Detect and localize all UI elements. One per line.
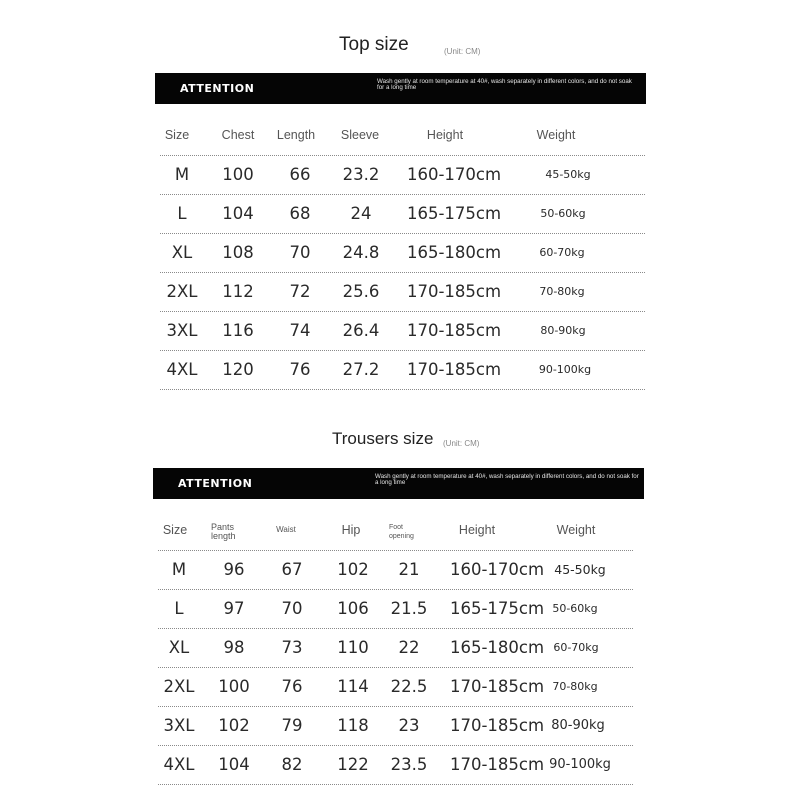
cell-size: L bbox=[174, 599, 184, 618]
cell-waist: 76 bbox=[281, 677, 303, 696]
cell-foot-opening: 23 bbox=[398, 716, 420, 735]
cell-weight: 70-80kg bbox=[539, 285, 585, 298]
trousers-attention-banner bbox=[153, 468, 644, 499]
header-chest: Chest bbox=[221, 128, 255, 142]
cell-weight: 80-90kg bbox=[540, 324, 586, 337]
cell-waist: 70 bbox=[281, 599, 303, 618]
cell-pants-length: 104 bbox=[218, 755, 250, 774]
cell-height: 170-185cm bbox=[406, 360, 502, 379]
cell-length: 74 bbox=[289, 321, 311, 340]
table-row bbox=[158, 667, 633, 707]
cell-pants-length: 97 bbox=[223, 599, 245, 618]
cell-length: 68 bbox=[289, 204, 311, 223]
cell-size: XL bbox=[171, 243, 193, 262]
cell-foot-opening: 22.5 bbox=[390, 677, 428, 696]
cell-weight: 50-60kg bbox=[540, 207, 586, 220]
cell-length: 66 bbox=[289, 165, 311, 184]
cell-size: M bbox=[174, 165, 190, 184]
header-hip: Hip bbox=[341, 523, 361, 537]
cell-height: 165-175cm bbox=[406, 204, 502, 223]
cell-pants-length: 96 bbox=[223, 560, 245, 579]
cell-sleeve: 24 bbox=[350, 204, 372, 223]
trousers-size-title: Trousers size bbox=[332, 429, 434, 448]
cell-weight: 90-100kg bbox=[538, 363, 592, 376]
cell-chest: 100 bbox=[222, 165, 254, 184]
table-header-row bbox=[160, 116, 645, 156]
table-header-row bbox=[158, 511, 633, 551]
table-row bbox=[160, 155, 645, 195]
header-waist: Waist bbox=[276, 525, 296, 534]
cell-hip: 114 bbox=[337, 677, 369, 696]
header-sleeve: Sleeve bbox=[340, 128, 380, 142]
cell-foot-opening: 21 bbox=[398, 560, 420, 579]
cell-waist: 82 bbox=[281, 755, 303, 774]
cell-length: 76 bbox=[289, 360, 311, 379]
cell-height: 160-170cm bbox=[449, 560, 545, 579]
trousers-care-note: Wash gently at room temperature at 40#, wash separately in different colors, and do not soak for a long time bbox=[375, 473, 639, 486]
cell-length: 70 bbox=[289, 243, 311, 262]
cell-weight: 90-100kg bbox=[549, 757, 611, 772]
cell-size: 3XL bbox=[163, 716, 195, 735]
cell-weight: 60-70kg bbox=[553, 641, 599, 654]
cell-height: 165-180cm bbox=[449, 638, 545, 657]
cell-hip: 102 bbox=[337, 560, 369, 579]
top-attention-label: ATTENTION bbox=[180, 82, 255, 95]
trousers-attention-label: ATTENTION bbox=[178, 477, 253, 490]
cell-size: 3XL bbox=[166, 321, 198, 340]
cell-height: 170-185cm bbox=[449, 716, 545, 735]
table-row bbox=[160, 194, 645, 234]
cell-chest: 120 bbox=[222, 360, 254, 379]
cell-pants-length: 100 bbox=[218, 677, 250, 696]
table-row bbox=[158, 550, 633, 590]
cell-sleeve: 25.6 bbox=[342, 282, 380, 301]
trousers-unit-label: (Unit: CM) bbox=[443, 439, 480, 448]
cell-size: XL bbox=[168, 638, 190, 657]
header-height: Height bbox=[458, 523, 496, 537]
cell-size: M bbox=[171, 560, 187, 579]
cell-hip: 118 bbox=[337, 716, 369, 735]
table-row bbox=[160, 350, 645, 390]
cell-foot-opening: 21.5 bbox=[390, 599, 428, 618]
table-row bbox=[160, 233, 645, 273]
cell-size: 4XL bbox=[163, 755, 195, 774]
cell-height: 165-175cm bbox=[449, 599, 545, 618]
cell-height: 170-185cm bbox=[449, 677, 545, 696]
cell-hip: 106 bbox=[337, 599, 369, 618]
cell-pants-length: 98 bbox=[223, 638, 245, 657]
cell-size: 4XL bbox=[166, 360, 198, 379]
cell-height: 170-185cm bbox=[449, 755, 545, 774]
cell-sleeve: 23.2 bbox=[342, 165, 380, 184]
table-row bbox=[158, 628, 633, 668]
header-weight: Weight bbox=[556, 523, 596, 537]
cell-weight: 45-50kg bbox=[545, 168, 591, 181]
cell-height: 170-185cm bbox=[406, 282, 502, 301]
cell-chest: 104 bbox=[222, 204, 254, 223]
cell-height: 170-185cm bbox=[406, 321, 502, 340]
table-row bbox=[158, 706, 633, 746]
cell-height: 160-170cm bbox=[406, 165, 502, 184]
cell-chest: 116 bbox=[222, 321, 254, 340]
table-row bbox=[160, 311, 645, 351]
top-size-title: Top size bbox=[339, 34, 409, 55]
header-height: Height bbox=[426, 128, 464, 142]
header-length: Length bbox=[276, 128, 316, 142]
top-care-note: Wash gently at room temperature at 40#, wash separately in different colors, and do not soak for a long time bbox=[377, 78, 632, 91]
table-row bbox=[158, 589, 633, 629]
table-row bbox=[160, 272, 645, 312]
cell-sleeve: 24.8 bbox=[342, 243, 380, 262]
cell-weight: 50-60kg bbox=[552, 602, 598, 615]
cell-length: 72 bbox=[289, 282, 311, 301]
cell-waist: 67 bbox=[281, 560, 303, 579]
top-unit-label: (Unit: CM) bbox=[444, 47, 481, 56]
cell-weight: 45-50kg bbox=[554, 562, 606, 577]
cell-size: 2XL bbox=[166, 282, 198, 301]
header-weight: Weight bbox=[536, 128, 576, 142]
header-size: Size bbox=[162, 523, 188, 537]
cell-foot-opening: 23.5 bbox=[390, 755, 428, 774]
table-row bbox=[158, 745, 633, 785]
cell-chest: 108 bbox=[222, 243, 254, 262]
cell-sleeve: 26.4 bbox=[342, 321, 380, 340]
cell-pants-length: 102 bbox=[218, 716, 250, 735]
header-size: Size bbox=[164, 128, 190, 142]
cell-waist: 73 bbox=[281, 638, 303, 657]
cell-weight: 60-70kg bbox=[539, 246, 585, 259]
cell-weight: 70-80kg bbox=[552, 680, 598, 693]
cell-hip: 110 bbox=[337, 638, 369, 657]
cell-foot-opening: 22 bbox=[398, 638, 420, 657]
header-pants-length: Pants length bbox=[211, 522, 236, 541]
cell-chest: 112 bbox=[222, 282, 254, 301]
cell-height: 165-180cm bbox=[406, 243, 502, 262]
cell-size: L bbox=[177, 204, 187, 223]
cell-weight: 80-90kg bbox=[551, 718, 605, 733]
top-attention-banner bbox=[155, 73, 646, 104]
cell-sleeve: 27.2 bbox=[342, 360, 380, 379]
header-foot-opening: Foot opening bbox=[389, 524, 414, 540]
cell-waist: 79 bbox=[281, 716, 303, 735]
cell-size: 2XL bbox=[163, 677, 195, 696]
cell-hip: 122 bbox=[337, 755, 369, 774]
